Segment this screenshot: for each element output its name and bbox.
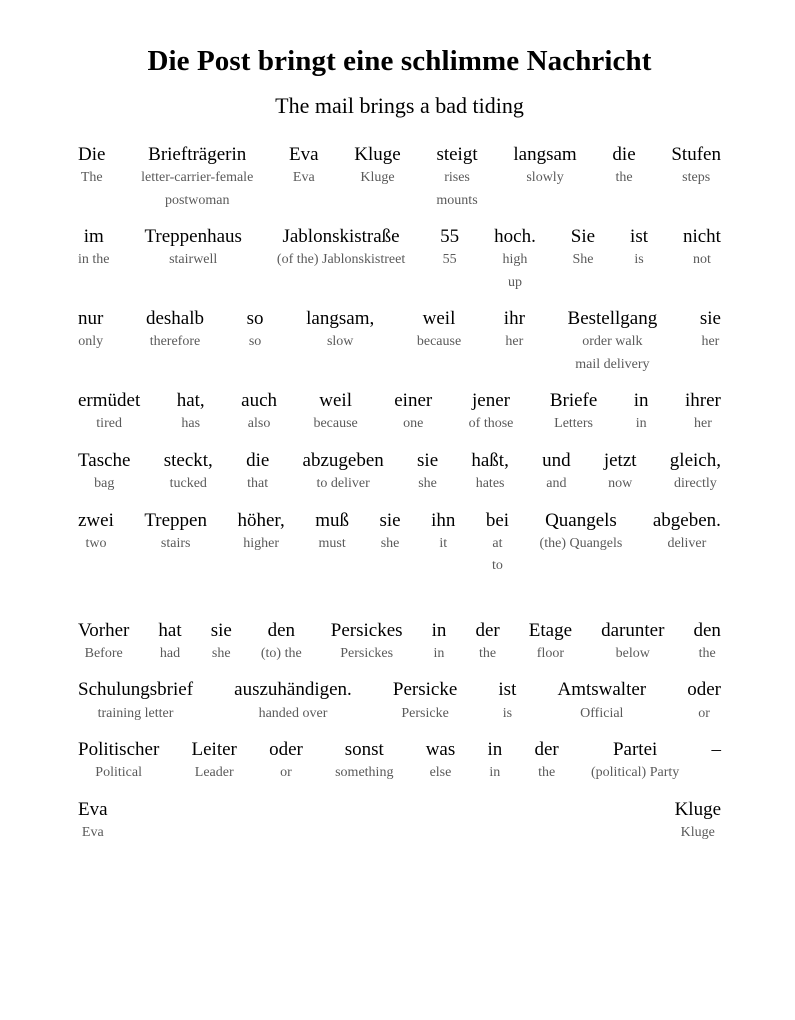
gloss-word-stack [241,389,277,436]
gloss-word: her [701,334,720,350]
gloss-word: steps [682,170,711,186]
gloss-word: because [313,416,358,432]
gloss-word-stack [141,143,253,212]
source-word: im [83,225,104,247]
source-word: weil [422,308,456,330]
gloss-word-stack [494,225,536,294]
gloss-word-stack [630,225,648,294]
gloss-word: had [159,645,181,661]
gloss-word-stack [712,738,722,785]
gloss-word: stairwell [169,252,218,268]
gloss-word: up [507,274,522,290]
gloss-word: slow [326,334,354,350]
gloss-word: or [280,765,292,781]
gloss-word: the [538,765,556,781]
gloss-word-stack [78,307,103,376]
gloss-word: tucked [169,476,207,492]
source-word: sie [379,509,401,531]
source-word: höher, [237,509,285,531]
gloss-word: the [479,645,497,661]
gloss-word-stack [78,619,129,666]
gloss-word-stack [417,449,438,496]
source-word: Etage [528,619,573,641]
gloss-word: to [492,558,503,574]
gloss-word: Kluge [360,170,395,186]
gloss-word-stack [685,389,721,436]
gloss-word: tired [96,416,122,432]
gloss-word-stack [78,678,193,725]
source-word: nur [78,308,104,330]
gloss-line [78,509,721,578]
gloss-word: two [85,535,107,551]
gloss-word: to deliver [316,476,370,492]
source-word: auszuhändigen. [234,679,352,701]
gloss-word-stack [513,143,576,212]
gloss-word: or [698,705,710,721]
source-word: hat, [176,390,205,412]
gloss-word-stack [469,389,514,436]
gloss-word-stack [78,798,108,845]
source-word: Eva [78,798,108,820]
gloss-word-stack [335,738,393,785]
source-word: Jablonskistraße [282,225,400,247]
source-word: in [633,390,649,412]
gloss-word: mail delivery [575,356,650,372]
gloss-word: bag [94,476,115,492]
source-word: ist [498,679,517,701]
gloss-word: training letter [97,705,174,721]
gloss-word-stack [487,738,502,785]
source-word: die [612,143,636,165]
source-word: gleich, [669,449,721,471]
gloss-word-stack [700,307,721,376]
gloss-word: Persicke [401,705,449,721]
gloss-word: because [416,334,462,350]
gloss-word-stack [612,143,635,212]
page-subtitle: The mail brings a bad tiding [275,93,524,119]
source-word: Persicke [392,679,458,701]
gloss-word: in the [78,252,110,268]
gloss-line [78,143,721,212]
source-word: so [246,308,264,330]
gloss-word-stack [78,509,114,578]
source-word: darunter [601,619,665,641]
gloss-word: handed over [258,705,328,721]
gloss-word: rises [444,170,470,186]
source-word: ihr [503,308,525,330]
source-word: jetzt [603,449,637,471]
source-word: nicht [682,225,721,247]
gloss-word: now [608,476,633,492]
gloss-word: stairs [160,535,191,551]
source-word: ermüdet [78,390,141,412]
gloss-word: must [318,535,346,551]
source-word: deshalb [145,308,204,330]
gloss-word-stack [683,225,721,294]
gloss-word-stack [529,619,572,666]
gloss-word: of those [468,416,514,432]
source-word: Sie [570,225,596,247]
source-word: sie [417,449,439,471]
gloss-word-stack [78,225,110,294]
gloss-word-stack [486,509,509,578]
source-word: Briefträgerin [148,143,247,165]
gloss-word-stack [498,678,516,725]
source-word: ist [630,225,648,247]
gloss-word-stack [670,449,721,496]
gloss-word-stack [550,389,597,436]
source-word: Persickes [330,619,403,641]
gloss-word-stack [687,678,721,725]
source-word: Tasche [78,449,131,471]
gloss-word-stack [315,509,349,578]
gloss-word: letter-carrier-female [141,170,254,186]
gloss-line [78,678,721,725]
source-word: Treppen [144,509,207,531]
source-word: in [431,619,447,641]
gloss-word: deliver [667,535,707,551]
gloss-word-stack [431,509,455,578]
gloss-word-stack [568,307,658,376]
gloss-word-stack [146,307,204,376]
gloss-word: her [505,334,524,350]
gloss-word: her [694,416,712,432]
source-word: Treppenhaus [144,225,242,247]
gloss-word-stack [277,225,405,294]
gloss-word: it [439,535,448,551]
gloss-word: (political) Party [591,765,680,781]
gloss-word: Before [84,645,123,661]
gloss-word-stack [601,619,664,666]
gloss-word-stack [144,509,207,578]
source-word: einer [394,390,433,412]
gloss-word-stack [604,449,637,496]
source-word: Bestellgang [567,308,658,330]
gloss-word-stack [306,307,374,376]
source-word: Partei [612,739,658,761]
source-word: die [246,449,270,471]
gloss-word-stack [237,509,284,578]
gloss-word: not [693,252,711,268]
gloss-line [78,619,721,666]
gloss-word-stack [471,449,508,496]
gloss-word-stack [542,449,571,496]
gloss-word: (the) Quangels [539,535,623,551]
gloss-word-stack [144,225,241,294]
gloss-line [78,449,721,496]
source-word: langsam, [306,308,375,330]
gloss-word: has [181,416,201,432]
gloss-word-stack [313,389,357,436]
gloss-word: (to) the [260,645,302,661]
gloss-line [78,798,721,845]
gloss-word: the [698,645,716,661]
gloss-word-stack [234,678,352,725]
gloss-line [78,225,721,294]
gloss-word-stack [269,738,303,785]
gloss-word: 55 [442,252,457,268]
gloss-word-stack [78,389,140,436]
gloss-word: Eva [81,825,104,841]
gloss-word: is [634,252,644,268]
gloss-word-stack [331,619,403,666]
gloss-word: Letters [554,416,594,432]
gloss-word-stack [211,619,232,666]
gloss-word: She [572,252,594,268]
source-word: weil [319,390,352,412]
gloss-word: directly [674,476,717,492]
source-word: steigt [436,143,478,165]
source-word: der [534,739,559,761]
page-title: Die Post bringt eine schlimme Nachricht [147,45,652,77]
gloss-word-stack [261,619,302,666]
gloss-word: in [635,416,647,432]
source-word: sonst [344,739,384,761]
source-word: und [542,449,571,471]
source-word: Leiter [191,739,237,761]
gloss-word: postwoman [164,192,230,208]
gloss-word: Kluge [680,825,715,841]
gloss-word: is [502,705,513,721]
gloss-word-stack [557,678,646,725]
gloss-word-stack [289,143,319,212]
gloss-word: one [403,416,424,432]
gloss-word: else [429,765,452,781]
source-word: 55 [440,225,460,247]
gloss-word: the [615,170,633,186]
gloss-word-stack [671,143,721,212]
source-word: in [487,739,503,761]
gloss-line [78,738,721,785]
gloss-word-stack [591,738,679,785]
gloss-word-stack [440,225,459,294]
gloss-word: Eva [292,170,315,186]
gloss-word: below [615,645,650,661]
gloss-word-stack [540,509,623,578]
source-word: Briefe [549,390,598,412]
gloss-word-stack [158,619,181,666]
source-word: auch [241,390,278,412]
source-word: ihn [431,509,456,531]
gloss-word-stack [535,738,559,785]
gloss-word-stack [354,143,400,212]
source-word: muß [315,509,349,531]
gloss-word-stack [192,738,237,785]
gloss-word-stack [634,389,649,436]
source-word: langsam [513,143,577,165]
gloss-word: also [247,416,271,432]
gloss-word-stack [436,143,477,212]
gloss-word-stack [246,449,269,496]
gloss-word-stack [379,509,400,578]
source-word: Politischer [78,739,160,761]
gloss-word: slowly [526,170,564,186]
source-word: – [711,739,721,761]
gloss-line [78,389,721,436]
gloss-word: Leader [194,765,234,781]
gloss-word: therefore [149,334,201,350]
source-word: oder [687,679,721,701]
gloss-word-stack [247,307,264,376]
gloss-word: something [335,765,394,781]
gloss-word: floor [536,645,564,661]
source-word: steckt, [163,449,213,471]
gloss-word-stack [177,389,205,436]
gloss-word-stack [78,449,130,496]
source-word: abzugeben [302,449,384,471]
gloss-word: so [248,334,262,350]
gloss-line [78,307,721,376]
gloss-word: only [78,334,104,350]
source-word: Schulungsbrief [78,679,194,701]
gloss-word: in [433,645,445,661]
gloss-word: that [247,476,269,492]
gloss-word-stack [693,619,720,666]
source-word: bei [485,509,510,531]
source-word: Stufen [671,143,721,165]
gloss-word: (of the) Jablonskistreet [276,252,406,268]
gloss-word-stack [78,143,105,212]
gloss-word: The [80,170,103,186]
gloss-word-stack [417,307,461,376]
source-word: hoch. [494,225,536,247]
gloss-word: higher [243,535,279,551]
source-word: zwei [78,509,114,531]
gloss-word: hates [475,476,505,492]
source-word: hat [158,619,182,641]
gloss-word-stack [426,738,456,785]
gloss-word-stack [394,389,432,436]
source-word: haßt, [471,449,509,471]
gloss-word-stack [164,449,213,496]
gloss-word-stack [78,738,159,785]
source-word: Kluge [354,143,401,165]
gloss-word-stack [475,619,499,666]
gloss-word-stack [303,449,384,496]
gloss-word-stack [504,307,525,376]
source-word: abgeben. [652,509,721,531]
gloss-word: order walk [582,334,643,350]
gloss-word: Persickes [340,645,394,661]
gloss-word-stack [571,225,595,294]
gloss-word: she [418,476,437,492]
gloss-word: she [211,645,231,661]
source-word: Kluge [674,798,721,820]
source-word: Quangels [545,509,617,531]
gloss-word-stack [393,678,457,725]
source-word: sie [210,619,232,641]
gloss-word: mounts [436,192,478,208]
interlinear-gloss-body [78,143,721,845]
source-word: der [475,619,500,641]
gloss-word: high [502,252,528,268]
gloss-word-stack [653,509,721,578]
source-word: jener [472,390,511,412]
source-word: Amtswalter [557,679,647,701]
gloss-word-stack [675,798,721,845]
gloss-word-stack [432,619,447,666]
gloss-word: and [546,476,567,492]
source-word: den [267,619,295,641]
source-word: sie [699,308,721,330]
source-word: Eva [289,143,319,165]
source-word: was [425,739,456,761]
gloss-word: at [492,535,503,551]
gloss-word: Political [95,765,142,781]
source-word: den [693,619,721,641]
source-word: Vorher [78,619,130,641]
source-word: Die [78,143,106,165]
source-word: oder [269,739,303,761]
source-word: ihrer [685,390,721,412]
gloss-word: Official [580,705,624,721]
gloss-word: in [489,765,501,781]
gloss-word: she [380,535,400,551]
